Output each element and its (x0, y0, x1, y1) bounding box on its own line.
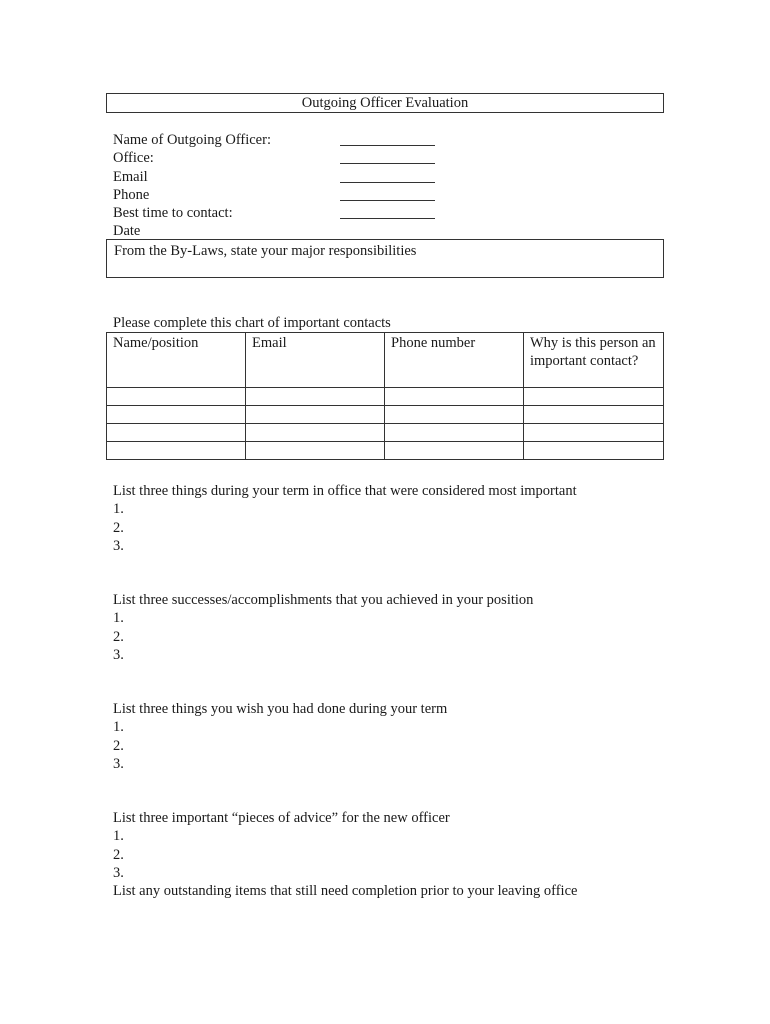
table-cell[interactable] (246, 406, 385, 424)
name-blank-line[interactable] (340, 145, 435, 146)
table-cell[interactable] (524, 442, 664, 460)
info-row-email (113, 168, 673, 186)
table-cell[interactable] (107, 424, 246, 442)
contacts-header-row (107, 333, 664, 388)
table-row (107, 388, 664, 406)
info-label-email: Email (113, 168, 148, 185)
section-successes (113, 591, 673, 664)
list-item: 2. (113, 737, 124, 754)
table-cell[interactable] (246, 388, 385, 406)
section-prompt: List three successes/accomplishments that you achieved in your position (113, 592, 534, 608)
contacts-caption: Please complete this chart of important contacts (113, 315, 391, 331)
info-label-office: Office: (113, 150, 154, 167)
info-row-name (113, 131, 673, 149)
list-item: 3. (113, 755, 124, 772)
info-row-phone (113, 186, 673, 204)
info-row-office (113, 149, 673, 167)
section-wish-done (113, 700, 673, 773)
table-cell[interactable] (385, 406, 524, 424)
header-why-important: Why is this person an important contact? (524, 333, 664, 388)
responsibilities-prompt: From the By-Laws, state your major responsibilities (114, 243, 417, 259)
form-title: Outgoing Officer Evaluation (301, 95, 469, 111)
info-row-best-time (113, 204, 673, 222)
list-item: 3. (113, 646, 124, 663)
table-cell[interactable] (246, 442, 385, 460)
table-cell[interactable] (385, 424, 524, 442)
info-label-phone: Phone (113, 186, 150, 203)
section-prompt: List three important “pieces of advice” for the new officer (113, 810, 450, 826)
info-label-name: Name of Outgoing Officer: (113, 132, 271, 148)
table-cell[interactable] (385, 442, 524, 460)
list-item: 1. (113, 610, 124, 627)
table-row (107, 442, 664, 460)
office-blank-line[interactable] (340, 163, 435, 164)
table-cell[interactable] (246, 424, 385, 442)
section-advice (113, 809, 673, 900)
table-cell[interactable] (524, 406, 664, 424)
table-cell[interactable] (107, 406, 246, 424)
section-most-important (113, 482, 673, 555)
form-title-box (106, 93, 664, 113)
phone-blank-line[interactable] (340, 200, 435, 201)
contacts-table (106, 332, 664, 460)
table-row (107, 406, 664, 424)
best-time-blank-line[interactable] (340, 218, 435, 219)
list-item: 2. (113, 519, 124, 536)
table-cell[interactable] (524, 388, 664, 406)
section-prompt: List three things you wish you had done during your term (113, 701, 448, 717)
table-cell[interactable] (385, 388, 524, 406)
header-email: Email (246, 333, 385, 388)
list-item: 1. (113, 828, 124, 845)
final-prompt: List any outstanding items that still need completion prior to your leaving office (113, 883, 578, 900)
table-row (107, 424, 664, 442)
list-item: 1. (113, 501, 124, 518)
list-item: 2. (113, 628, 124, 645)
header-name-position: Name/position (107, 333, 246, 388)
email-blank-line[interactable] (340, 182, 435, 183)
list-item: 1. (113, 719, 124, 736)
list-item: 3. (113, 537, 124, 554)
header-phone-number: Phone number (385, 333, 524, 388)
responsibilities-box[interactable] (106, 239, 664, 278)
list-item: 2. (113, 846, 124, 863)
section-prompt: List three things during your term in office that were considered most important (113, 483, 577, 499)
table-cell[interactable] (524, 424, 664, 442)
info-label-date: Date (113, 223, 141, 240)
officer-info-block (113, 131, 673, 241)
table-cell[interactable] (107, 388, 246, 406)
info-label-best-time: Best time to contact: (113, 205, 233, 222)
list-item: 3. (113, 864, 124, 881)
table-cell[interactable] (107, 442, 246, 460)
